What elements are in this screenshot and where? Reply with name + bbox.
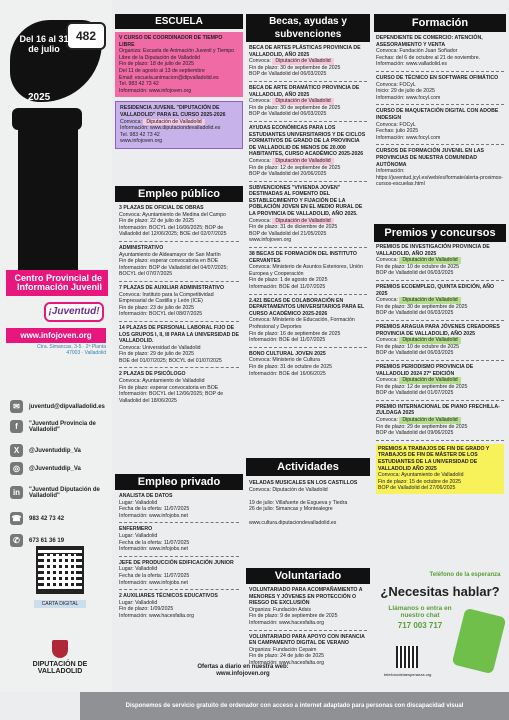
actividades-list — [246, 476, 370, 533]
entry-convoca — [376, 297, 504, 304]
entry-line: Información: — [376, 168, 405, 175]
convoca-badge: Diputación de Valladolid — [272, 218, 333, 225]
list-item — [119, 245, 239, 278]
info-link[interactable]: Información: www.infojobs.net — [119, 546, 188, 553]
divider — [376, 104, 504, 105]
empleo-publico — [115, 186, 243, 410]
divider — [249, 630, 367, 631]
carta-digital-qr[interactable] — [36, 546, 84, 594]
entry-line: Organiza: Escuela de Animación Juvenil y Tiempo Libre de la Diputación de Valladolid — [119, 48, 235, 61]
convoca-badge: Diputación de Valladolid — [272, 58, 333, 65]
entry-line — [249, 513, 367, 520]
entry-line: Información: BOE del 11/07/2025 — [249, 284, 326, 290]
juventud-tag: ¡Juventud! — [44, 302, 104, 322]
entry-line: Convoca: Ayuntamiento de Valladolid — [378, 472, 464, 479]
becas-header: Becas, ayudas y subvenciones — [246, 14, 370, 42]
entry-line: Inicio: 29 de julio de 2025 — [376, 88, 435, 95]
entry-line: BOP de Valladolid del 06/03/2025 — [249, 71, 327, 78]
entry-line: Lugar: Valladolid — [119, 532, 158, 539]
contact-text: @Juventuddip_Va — [29, 465, 81, 472]
carta-digital-label: CARTA DIGITAL — [34, 600, 86, 608]
entry-line: Convoca: FOCyL — [376, 81, 416, 88]
entry-convoca — [376, 377, 504, 384]
actividades-header: Actividades — [246, 458, 370, 476]
entry-title: JEFE DE PRODUCCIÓN EDIFICACIÓN JUNIOR — [119, 559, 234, 566]
sidebar — [0, 0, 112, 692]
entry-line: Información: BOCYL del 12/06/2025; BOP de Valladolid del 18/06/2025 — [119, 391, 224, 404]
entry-line: Convoca: Ministerio de Cultura — [249, 357, 320, 364]
entry-title: 2 PLAZAS DE PSICÓLOGO — [119, 371, 186, 378]
issue-number: 482 — [66, 22, 106, 50]
entry-line: Convoca: Diputación de Valladolid — [249, 486, 328, 493]
convoca-badge: Diputación de Valladolid — [399, 257, 460, 264]
list-item — [376, 148, 504, 188]
entry-line: Fin de plazo: 1 de agosto de 2025 — [249, 277, 328, 284]
list-item — [249, 587, 367, 627]
entry-line: Lugar: Valladolid — [119, 599, 158, 606]
phone-icon: ☎ — [11, 514, 22, 523]
entry-line: 19 de julio: Villafuerte de Esgueva y Tiedra — [249, 499, 348, 506]
entry-line: Fin de plazo: 1/09/2025 — [119, 606, 174, 613]
entry-line: Fin de plazo: 30 de septiembre de 2025 — [376, 303, 468, 310]
entry-title: VOLUNTARIADO PARA ACOMPAÑAMIENTO A MENORES Y JÓVENES EN PROTECCIÓN O RIESGO DE EXCLUSIÓN — [249, 587, 363, 607]
entry-convoca — [249, 98, 367, 105]
entry-title: V CURSO DE COORDINADOR DE TIEMPO LIBRE — [119, 35, 223, 48]
convoca-label: Convoca: — [249, 217, 273, 224]
info-link[interactable]: Información: www.diputaciondevalladolid.es — [120, 125, 221, 132]
contact-text: 673 61 36 19 — [29, 537, 65, 544]
divider — [376, 440, 504, 441]
convoca-badge: Diputación de Valladolid — [399, 417, 460, 424]
entry-title: ADMINISTRATIVO — [119, 244, 164, 251]
entry-convoca — [376, 257, 504, 264]
info-link[interactable]: Información: www.valladolid.es — [376, 61, 447, 68]
entry-line: Fin de plazo: 9 de septiembre de 2025 — [249, 613, 338, 620]
contact-text: juventud@dipvalladolid.es — [29, 403, 105, 410]
convoca-badge: Diputación de Valladolid — [143, 119, 204, 126]
entry-line: Convoca: Ministerio de Educación, Formación Profesional y Deportes — [249, 317, 355, 330]
entry-line: Fin de plazo: 29 de septiembre de 2025 — [376, 423, 468, 430]
ofertas-text: Ofertas a diario en nuestra web: www.infojoven.org — [197, 664, 289, 677]
entry-title: CURSOS DE FORMACIÓN JUVENIL EN LAS PROVINCIAS DE NUESTRA COMUNIDAD AUTÓNOMA — [376, 148, 484, 168]
entry-line: Fin de plazo: 15 de octubre de 2025 — [378, 478, 462, 485]
info-link[interactable]: www.infojoven.org — [120, 138, 163, 145]
entry-title: PREMIOS DE INVESTIGACIÓN PROVINCIA DE VALLADOLID, AÑO 2025 — [376, 244, 490, 257]
entry-title: 3 PLAZAS DE OFICIAL DE OBRAS — [119, 205, 204, 211]
entry-line: Email: escuela.animacion@dipvalladolid.es — [119, 74, 219, 81]
premios-list — [374, 242, 506, 498]
divider — [249, 347, 367, 348]
shield-icon — [52, 640, 68, 658]
entry-title: 2 AUXILIARES TÉCNICOS EDUCATIVOS — [119, 593, 218, 600]
convoca-label: Convoca: — [249, 98, 273, 105]
list-item — [376, 35, 504, 68]
escuela-card-1 — [115, 32, 243, 97]
info-link[interactable]: Información: www.infojobs.net — [119, 579, 188, 586]
escuela-card-2 — [115, 101, 243, 149]
entry-line: Lugar: Valladolid — [119, 566, 158, 573]
contact-item[interactable] — [10, 486, 106, 499]
divider — [376, 71, 504, 72]
empleo-privado-list — [115, 490, 243, 626]
entry-title: PREMIOS PERIODISMO PROVINCIA DE VALLADOLID 2024 27ª EDICIÓN — [376, 363, 474, 377]
convoca-label: Convoca: — [120, 118, 144, 125]
voluntariado-header: Voluntariado — [246, 568, 370, 584]
entry-line: Convoca: Ayuntamiento de Medina del Campo — [119, 211, 226, 218]
divider — [119, 321, 239, 322]
contact-item[interactable] — [10, 444, 106, 457]
entry-line: Tel. 983 42 73 42 — [120, 131, 160, 138]
info-link[interactable]: Información: www.focyl.com — [376, 94, 441, 101]
x-icon: X — [10, 444, 23, 457]
contact-text: "Juventud Diputación de Valladolid" — [29, 486, 100, 499]
facebook-icon: f — [10, 420, 23, 433]
voluntariado-list — [246, 584, 370, 673]
info-link[interactable]: https://juventud.jcyl.es/web/es/formate/alerta-proximos-cursos-escuelas.html — [376, 174, 503, 188]
divider — [119, 522, 239, 523]
entry-line: BOP de Valladolid del 21/05/2025 — [249, 230, 327, 237]
empleo-privado-header: Empleo privado — [115, 474, 243, 490]
divider — [376, 280, 504, 281]
convoca-label: Convoca: — [249, 157, 273, 164]
convoca-label: Convoca: — [376, 337, 400, 344]
contact-text: "Juventud Provincia de Valladolid" — [29, 420, 96, 433]
hablar-phone[interactable]: 717 003 717 — [397, 621, 443, 630]
list-item — [249, 298, 367, 344]
big-i-logo — [18, 108, 78, 288]
becas — [246, 14, 370, 383]
becas-list — [246, 42, 370, 383]
entry-line: Convoca: Fundación Juan Soñador — [376, 48, 458, 55]
convoca-label: Convoca: — [376, 297, 400, 304]
info-link[interactable]: Información: www.hacesfalta.org — [249, 659, 324, 666]
entry-line: Organiza: Fundación Cepaim — [249, 646, 317, 653]
premios — [374, 224, 506, 498]
entry-line: Fin de plazo: 31 de diciembre de 2025 — [249, 224, 338, 231]
convoca-label: Convoca: — [376, 377, 400, 384]
entry-title: BONO CULTURAL JOVEN 2025 — [249, 350, 326, 357]
voluntariado — [246, 568, 370, 673]
list-item — [119, 593, 239, 619]
divider — [119, 589, 239, 590]
entry-line: Fecha de la oferta: 11/07/2025 — [119, 539, 190, 546]
convoca-badge: Diputación de Valladolid — [399, 377, 460, 384]
ofertas-note — [118, 664, 368, 678]
divider — [376, 144, 504, 145]
entry-convoca — [249, 218, 367, 225]
entry-convoca — [249, 158, 367, 165]
entry-line: Fin de plazo: 12 de septiembre de 2025 — [249, 164, 341, 171]
entry-line: BOP de Valladolid del 01/07/2025 — [376, 390, 454, 397]
entry-line: BOP de Valladolid del 20/06/2025 — [249, 171, 327, 178]
entry-line: Fecha de la oferta: 11/07/2025 — [119, 572, 190, 579]
entry-line: Información: BOE del 11/07/2025 — [249, 337, 326, 344]
entry-title: 14 PLAZAS DE PERSONAL LABORAL FIJO DE LOS GRUPOS I, II, III PARA LA UNIVERSIDAD DE VALLADOLID. — [119, 324, 239, 345]
formacion-header: Formación — [374, 14, 506, 32]
entry-title: AYUDAS ECONÓMICAS PARA LOS ESTUDIANTES UNIVERSITARIOS Y DE CICLOS FORMATIVOS DE GRADO DE LA PROVINCIA DE VALLADOLID DE MENOS DE 20.000 HABITANTES, CURSO ACADÉMICO 2025-2026 — [249, 124, 366, 158]
list-item — [249, 85, 367, 118]
entry-line — [249, 493, 367, 500]
premios-header: Premios y concursos — [374, 224, 506, 242]
mail-icon: ✉ — [10, 400, 23, 413]
contact-item[interactable] — [10, 512, 106, 525]
empleo-privado — [115, 474, 243, 626]
info-link[interactable]: Información: www.hacesfalta.org — [119, 612, 194, 619]
entry-line: Organiza: Fundación Adsis — [249, 606, 311, 613]
divider — [119, 241, 239, 242]
entry-line: Fin de plazo: 16 de septiembre de 2025 — [249, 330, 341, 337]
entry-title: PREMIOS ARAGUA PARA JÓVENES CREADORES PROVINCIA DE VALLADOLID, AÑO 2025 — [376, 323, 500, 337]
entry-title: BECA DE ARTE DRAMÁTICO PROVINCIA DE VALLADOLID, AÑO 2025 — [249, 84, 360, 98]
entry-line: Fin de plazo: 10 de octubre de 2025 — [376, 343, 460, 350]
entry-line: BOE del 01/07/2025; BOCYL del 01/07/2025 — [119, 357, 222, 364]
entry-title: BECA DE ARTES PLÁSTICAS PROVINCIA DE VALLADOLID, AÑO 2025 — [249, 45, 361, 58]
list-item — [249, 480, 367, 526]
website-link[interactable]: www.infojoven.org — [6, 328, 106, 343]
list-item — [376, 444, 504, 494]
entry-line: BOP de Valladolid del 09/06/2025 — [376, 430, 454, 437]
entry-convoca — [376, 337, 504, 344]
entry-title: SUBVENCIONES "VIVIENDA JOVEN" DESTINADAS AL FOMENTO DEL ESTABLECIMIENTO Y FIJACIÓN DE LA POBLACIÓN JOVEN EN EL MEDIO RURAL DE LA PROVINCIA DE VALLADOLID, AÑO 2025. — [249, 184, 363, 218]
entry-line: Fin de plazo: 12 de septiembre de 2025 — [376, 383, 468, 390]
info-link[interactable]: Información: www.infojoven.org — [119, 87, 192, 94]
actividades — [246, 458, 370, 533]
entry-line: Fin de plazo: 30 de septiembre de 2025 — [249, 64, 341, 71]
list-item — [119, 371, 239, 404]
entry-title: ENFERMERO — [119, 526, 153, 533]
list-item — [249, 634, 367, 667]
contact-item[interactable] — [10, 400, 106, 413]
list-item — [119, 493, 239, 519]
entry-line: Información: BOCYL del 08/07/2025 — [119, 311, 203, 318]
list-item — [376, 364, 504, 397]
entry-line: Fin de plazo: 18 de julio de 2025 — [119, 61, 194, 68]
entry-line: BOP de Valladolid del 06/03/2025 — [376, 350, 454, 357]
instagram-icon: ◎ — [10, 462, 23, 475]
necesitas-hablar — [374, 572, 506, 682]
entry-title: 2.421 BECAS DE COLABORACIÓN EN DEPARTAMENTOS UNIVERSITARIOS PARA EL CURSO ACADÉMICO 2025-2026 — [249, 297, 365, 317]
entry-line: Ayuntamiento de Aldeamayor de San Martín — [119, 251, 221, 258]
info-link[interactable]: www.cultura.diputaciondevalladolid.es — [249, 519, 337, 526]
entry-line: Convoca: FOCyL — [376, 121, 416, 128]
convoca-badge: Diputación de Valladolid — [272, 158, 333, 165]
entry-line: Convoca: Universidad de Valladolid — [119, 344, 201, 351]
entry-title: VELADAS MUSICALES EN LOS CASTILLOS — [249, 480, 358, 486]
divider — [376, 320, 504, 321]
list-item — [119, 526, 239, 552]
entry-title: 38 BECAS DE FORMACIÓN DEL INSTITUTO CERVANTES — [249, 251, 357, 264]
list-item — [376, 324, 504, 357]
issue-year: 2025 — [28, 92, 51, 103]
convoca-badge: Diputación de Valladolid — [399, 337, 460, 344]
entry-line: BOP de Valladolid del 27/06/2025 — [378, 485, 456, 492]
whatsapp-icon: ✆ — [10, 534, 23, 547]
entry-title: VOLUNTARIADO PARA APOYO CON INFANCIA EN CAMPAMENTO DIGITAL DE VERANO — [249, 633, 365, 647]
entry-line: 26 de julio: Simancas y Montealegre — [249, 506, 333, 513]
entry-line: Fin de plazo: 10 de octubre de 2025 — [376, 263, 460, 270]
list-item — [249, 351, 367, 377]
divider — [119, 556, 239, 557]
formacion-list — [374, 32, 506, 194]
diputacion-logo — [10, 640, 110, 675]
entry-line: Fin de plazo: 24 de julio de 2025 — [249, 653, 324, 660]
contact-item[interactable] — [10, 462, 106, 475]
divider — [376, 400, 504, 401]
entry-convoca — [249, 58, 367, 65]
list-item — [249, 45, 367, 78]
entry-line: Fechas: del 6 de octubre al 21 de noviembre. — [376, 54, 481, 61]
list-item — [376, 284, 504, 317]
hablar-title: ¿Necesitas hablar? — [380, 584, 500, 599]
entry-convoca — [376, 417, 504, 424]
empleo-publico-list — [115, 202, 243, 410]
entry-title: PREMIOS ECOEMPLEO, QUINTA EDICIÓN, AÑO 2025 — [376, 283, 494, 297]
entry-line: BOP de Valladolid del 06/03/2025 — [249, 111, 327, 118]
divider — [249, 81, 367, 82]
info-link[interactable]: Información: www.focyl.com — [376, 134, 441, 141]
phone-illustration — [452, 608, 507, 674]
entry-line: Tel. 983 42 73 42 — [119, 81, 159, 88]
entry-title: CURSO DE TÉCNICO EN SOFTWARE OFIMÁTICO — [376, 74, 499, 81]
list-item — [249, 251, 367, 291]
convoca-label: Convoca: — [376, 257, 400, 264]
info-link[interactable]: Información: www.infojobs.net — [119, 512, 188, 519]
entry-line: Fin de plazo: 30 de septiembre de 2025 — [249, 104, 341, 111]
entry-line: Fecha de la oferta: 11/07/2025 — [119, 506, 190, 513]
entry-line: Fin de plazo: 31 de octubre de 2025 — [249, 363, 333, 370]
list-item — [376, 404, 504, 437]
list-item — [119, 285, 239, 318]
hablar-subtitle: Llámanos o entra en nuestro chat — [388, 605, 452, 619]
formacion — [374, 14, 506, 194]
convoca-label: Convoca: — [376, 417, 400, 424]
entry-title: 7 PLAZAS DE AUXILIAR ADMINISTRATIVO — [119, 284, 224, 291]
entry-title: PREMIO INTERNACIONAL DE PIANO FRECHILLA-ZULDAGA 2025 — [376, 403, 500, 417]
column-1 — [115, 14, 243, 149]
divider — [119, 367, 239, 368]
divider — [249, 294, 367, 295]
list-item — [119, 325, 239, 365]
list-item — [119, 560, 239, 586]
entry-line: Del 11 de agosto al 13 de septiembre — [119, 67, 205, 74]
entry-line: BOP de Valladolid del 06/03/2025 — [376, 310, 454, 317]
entry-line: Fin de plazo: esperar convocatoria en BOE — [119, 258, 219, 265]
entry-line: Convoca: Ayuntamiento de Valladolid — [119, 378, 205, 385]
entry-line: Información: BOP de Valladolid del 04/07/2025; BOCYL del 07/07/2025 — [119, 264, 228, 278]
info-link[interactable]: Información: www.hacesfalta.org — [249, 619, 324, 626]
entry-convoca — [120, 119, 238, 126]
convoca-badge: Diputación de Valladolid — [272, 98, 333, 105]
list-item — [376, 244, 504, 277]
center-name: Centro Provincial de Información Juvenil — [6, 270, 108, 296]
list-item — [249, 185, 367, 244]
entry-line: Fechas: julio 2025 — [376, 128, 419, 135]
entry-line: Información: BOCYL del 16/06/2025; BOP de Valladolid del 12/06/2025; BOE del 02/07/2025 — [119, 224, 227, 238]
entry-line: BOP de Valladolid del 06/03/2025 — [376, 270, 454, 277]
list-item — [376, 75, 504, 101]
entry-line: Convoca: Instituto para la Competitividad Empresarial de Castilla y León (ICE) — [119, 291, 214, 305]
entry-line: Fin de plazo: esperar convocatoria en BOE — [119, 384, 219, 391]
entry-title: ANALISTA DE DATOS — [119, 493, 173, 499]
list-item — [249, 125, 367, 178]
telefono-esperanza-logo: Teléfono de la esperanza — [429, 572, 501, 578]
escuela-header: ESCUELA — [115, 14, 243, 29]
entry-title: CURSO DE MAQUETACIÓN DIGITAL CON ADOBE INDESIGN — [376, 108, 499, 121]
entry-title: RESIDENCIA JUVENIL "DIPUTACIÓN DE VALLADOLID" PARA EL CURSO 2025-2026 — [120, 105, 226, 118]
hablar-qr-caption: telefonodelaesperanza.org — [384, 672, 432, 677]
footer-banner: Disponemos de servicio gratuito de ordenador con acceso a internet adaptado para personas con discapacidad visual — [80, 692, 509, 720]
entry-line: Fin de plazo: 23 de julio de 2025 — [119, 304, 194, 311]
contact-text: 983 42 73 42 — [29, 515, 65, 522]
issue-dates: Del 16 al 31 de julio — [19, 34, 69, 54]
entry-line: Fin de plazo: 22 de julio de 2025 — [119, 218, 194, 225]
contact-text: @Juventuddip_Va — [29, 447, 81, 454]
entry-line: Lugar: Valladolid — [119, 499, 158, 506]
address: Ctra. Simancas, 3-5 · 2ª Planta 47003 · Valladolid — [37, 344, 106, 356]
convoca-badge: Diputación de Valladolid — [399, 297, 460, 304]
list-item — [119, 205, 239, 238]
entry-line: Convoca: Ministerio de Asuntos Exteriores, Unión Europea y Cooperación — [249, 264, 363, 277]
entry-line: Información: BOE del 16/06/2025 — [249, 370, 326, 377]
linkedin-icon: in — [10, 486, 23, 499]
divider — [249, 181, 367, 182]
hablar-qr[interactable] — [396, 646, 418, 668]
divider — [376, 360, 504, 361]
contact-item[interactable] — [10, 420, 106, 433]
info-link[interactable]: www.infojoven.org — [249, 237, 292, 244]
divider — [119, 281, 239, 282]
diputacion-name: DIPUTACIÓN DE VALLADOLID — [32, 661, 88, 675]
convoca-label: Convoca: — [249, 58, 273, 65]
entry-line: Fin de plazo: 29 de julio de 2025 — [119, 351, 194, 358]
list-item — [376, 108, 504, 141]
entry-title: DEPENDIENTE DE COMERCIO: ATENCIÓN, ASESORAMIENTO Y VENTA — [376, 35, 483, 48]
divider — [249, 121, 367, 122]
entry-title: PREMIOS A TRABAJOS DE FIN DE GRADO Y TRABAJOS DE FIN DE MÁSTER DE LOS ESTUDIANTES DE LA UNIVERSIDAD DE VALLADOLID AÑO 2025 — [378, 445, 490, 472]
divider — [249, 247, 367, 248]
empleo-publico-header: Empleo público — [115, 186, 243, 202]
